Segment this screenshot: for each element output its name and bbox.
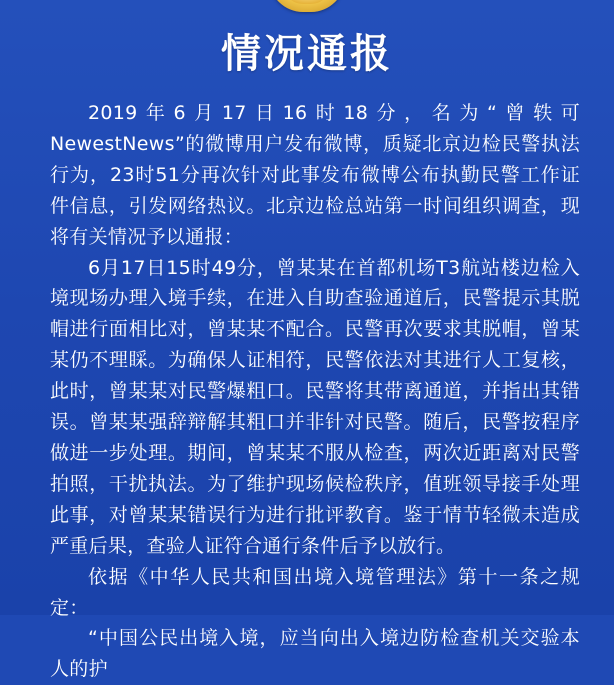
emblem-inner xyxy=(283,0,331,4)
police-emblem-icon xyxy=(269,0,345,12)
notice-title: 情况通报 xyxy=(221,31,393,77)
notice-body xyxy=(50,98,580,685)
paragraph-incident: 6月17日15时49分，曾某某在首都机场T3航站楼边检入境现场办理入境手续，在进入自助查验通道后，民警提示其脱帽进行面相比对，曾某某不配合。民警再次要求其脱帽，曾某某仍不理睬。为确保人证相符，民警依法对其进行人工复核，此时，曾某某对民警爆粗口。民警将其带离通道，并指出其错误。曾某某强辞辩解其粗口并非针对民警。随后，民警按程序做进一步处理。期间，曾某某不服从检查，两次近距离对民警拍照，干扰执法。为了维护现场候检秩序，值班领导接手处理此事，对曾某某错误行为进行批评教育。鉴于情节轻微未造成严重后果，查验人证符合通行条件后予以放行。 xyxy=(50,256,580,557)
paragraph-law-quote: “中国公民出境入境，应当向出入境边防检查机关交验本人的护 xyxy=(50,627,580,681)
paragraph-legal-basis: 依据《中华人民共和国出境入境管理法》第十一条之规定： xyxy=(50,565,580,619)
paragraph-intro: 2019年6月17日16时18分，名为“曾轶可NewestNews”的微博用户发布微博，质疑北京边检民警执法行为，23时51分再次针对此事发布微博公布执勤民警工作证件信息，引发网络热议。北京边检总站第一时间组织调查，现将有关情况予以通报： xyxy=(50,102,580,248)
